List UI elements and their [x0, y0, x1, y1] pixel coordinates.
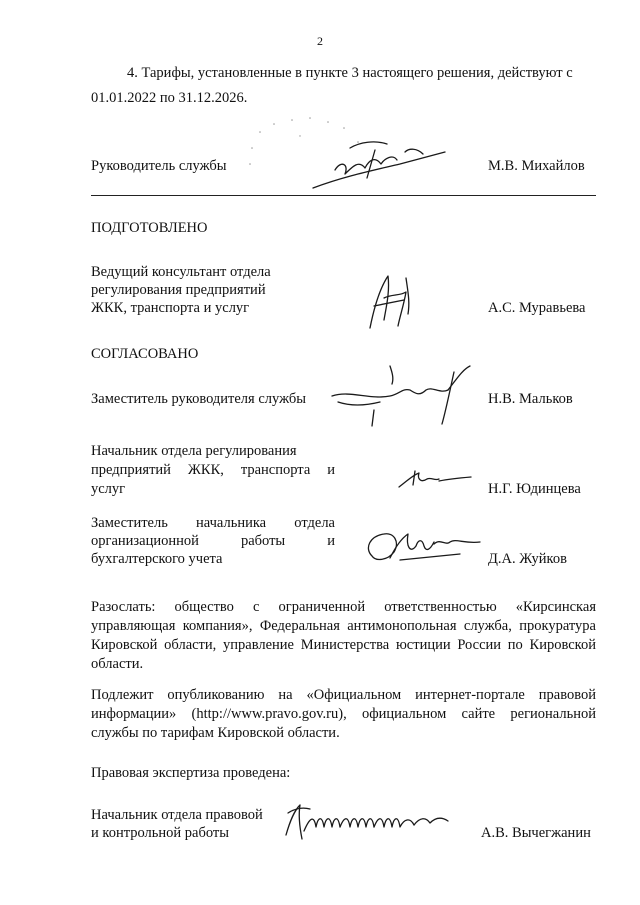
prepared-signature: [360, 268, 430, 338]
head-name: М.В. Михайлов: [488, 158, 585, 174]
agreed-2-signature: [395, 465, 475, 495]
publication-note: Подлежит опубликованию на «Официальном интернет-портале правовой информации» (http://www.pravo.gov.ru), официальном сайте региональной службы по тарифам Кировской области.: [91, 687, 596, 741]
prepared-heading: ПОДГОТОВЛЕНО: [91, 220, 208, 236]
page-number: 2: [317, 34, 323, 48]
agreed-2-position-line-1: Начальник отдела регулирования: [91, 443, 297, 459]
agreed-1-position: Заместитель руководителя службы: [91, 391, 307, 407]
clause-4-line-1: 4. Тарифы, установленные в пункте 3 настоящего решения, действуют с: [127, 65, 573, 81]
prepared-position-line-2: регулирования предприятий: [91, 282, 266, 298]
agreed-2-name: Н.Г. Юдинцева: [488, 481, 581, 497]
agreed-2-position-line-2: предприятий ЖКК, транспорта и: [91, 462, 335, 478]
agreed-1-name: Н.В. Мальков: [488, 391, 573, 407]
legal-name: А.В. Вычегжанин: [481, 825, 591, 841]
horizontal-rule: [91, 195, 596, 196]
agreed-3-position-line-2: организационной работы и: [91, 533, 335, 549]
agreed-3-signature: [360, 520, 490, 570]
agreed-3-name: Д.А. Жуйков: [488, 551, 567, 567]
legal-position-line-1: Начальник отдела правовой: [91, 807, 263, 823]
clause-4-line-2: 01.01.2022 по 31.12.2026.: [91, 90, 248, 106]
legal-review-note: Правовая экспертиза проведена:: [91, 765, 291, 781]
prepared-name: А.С. Муравьева: [488, 300, 586, 316]
prepared-position-line-3: ЖКК, транспорта и услуг: [91, 300, 250, 316]
head-position: Руководитель службы: [91, 158, 227, 174]
distribution-list: Разослать: общество с ограниченной ответственностью «Кирсинская управляющая компания», Федеральная антимонопольная служба, прокуратура Кировской области, управление Министерства юстиции России по Кировской области.: [91, 599, 596, 672]
agreed-2-position-line-3: услуг: [91, 481, 126, 497]
prepared-position-line-1: Ведущий консультант отдела: [91, 264, 271, 280]
legal-signature: [280, 795, 470, 850]
legal-position-line-2: и контрольной работы: [91, 825, 229, 841]
agreed-1-signature: [330, 360, 480, 430]
agreed-heading: СОГЛАСОВАНО: [91, 346, 199, 362]
head-signature: [305, 130, 455, 200]
agreed-3-position-line-1: Заместитель начальника отдела: [91, 515, 335, 531]
agreed-3-position-line-3: бухгалтерского учета: [91, 551, 223, 567]
